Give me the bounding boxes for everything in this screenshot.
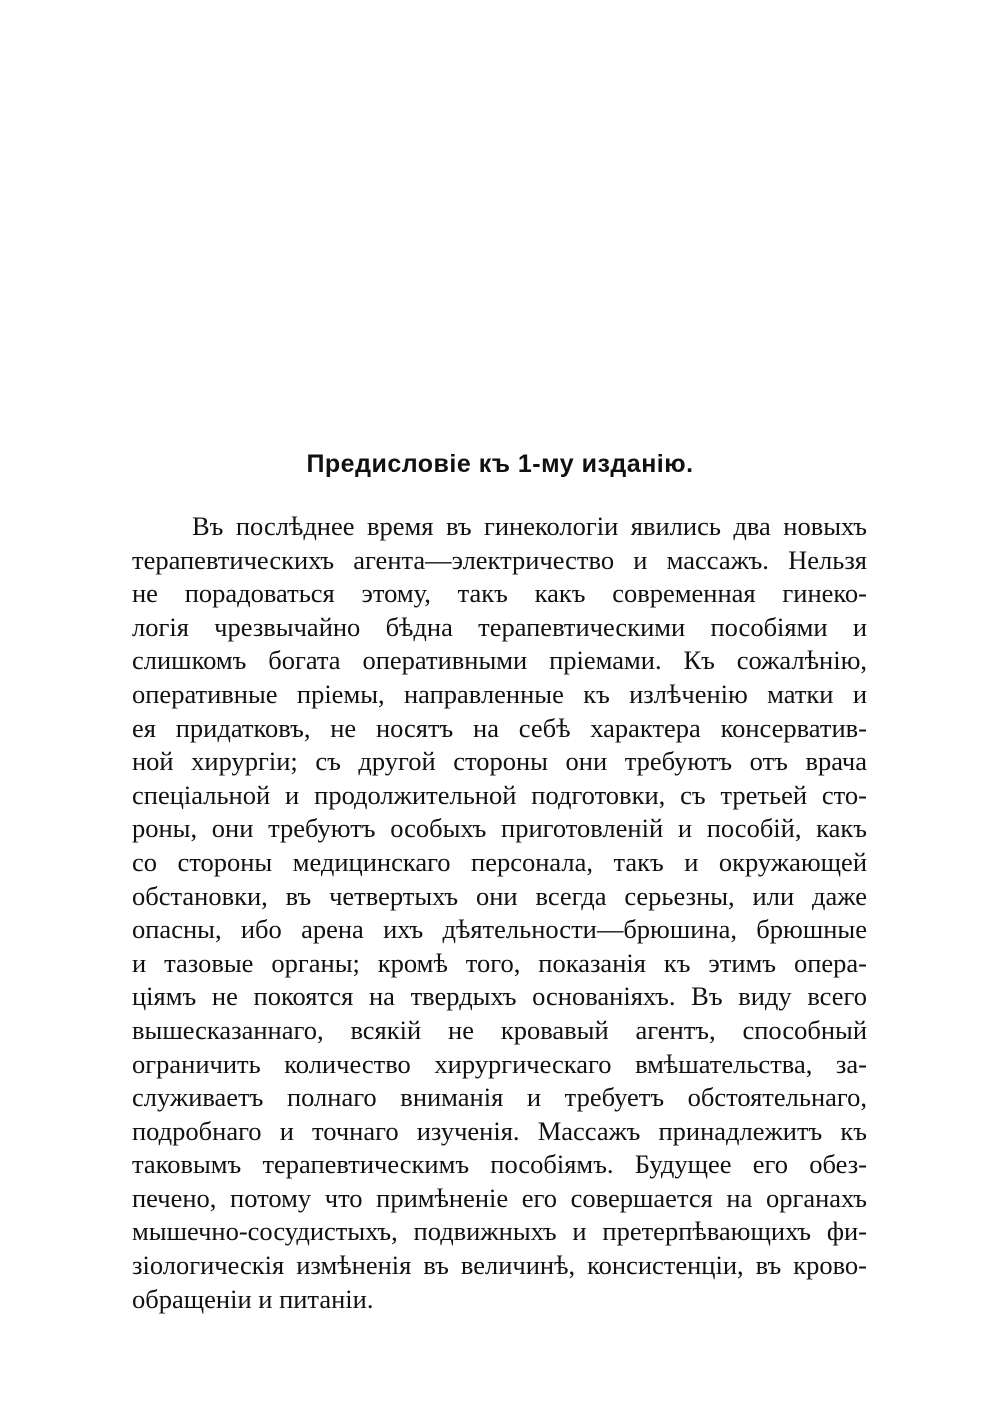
text-line: зіологическія измѣненія въ величинѣ, консистенціи, въ крово- xyxy=(132,1250,867,1281)
text-line: печено, потому что примѣненіе его совершается на органахъ xyxy=(132,1182,867,1213)
text-line: терапевтическихъ агента—электричество и массажъ. Нельзя xyxy=(132,544,867,575)
text-line: обращеніи и питаніи. xyxy=(132,1283,374,1314)
text-line: опасны, ибо арена ихъ дѣятельности—брюшина, брюшные xyxy=(132,914,867,945)
text-line: ограничить количество хирургическаго вмѣшательства, за- xyxy=(132,1048,867,1079)
text-line: не порадоваться этому, такъ какъ современная гинеко- xyxy=(132,578,867,609)
preface-paragraph xyxy=(132,510,867,1316)
text-line: подробнаго и точнаго изученія. Массажъ принадлежитъ къ xyxy=(132,1115,867,1146)
text-line: вышесказаннаго, всякій не кровавый агентъ, способный xyxy=(132,1014,867,1045)
text-line: ціямъ не покоятся на твердыхъ основаніяхъ. Въ виду всего xyxy=(132,981,867,1012)
text-line: обстановки, въ четвертыхъ они всегда серьезны, или даже xyxy=(132,880,867,911)
text-line: мышечно-сосудистыхъ, подвижныхъ и претерпѣвающихъ фи- xyxy=(132,1216,867,1247)
text-line: спеціальной и продолжительной подготовки, съ третьей сто- xyxy=(132,779,867,810)
text-line: оперативные пріемы, направленные къ излѣченію матки и xyxy=(132,678,867,709)
text-line: слишкомъ богата оперативными пріемами. Къ сожалѣнію, xyxy=(132,645,867,676)
text-line: служиваетъ полнаго вниманія и требуетъ обстоятельнаго, xyxy=(132,1082,867,1113)
text-line: ной хирургіи; съ другой стороны они требуютъ отъ врача xyxy=(132,746,867,777)
preface-heading: Предисловіе къ 1-му изданію. xyxy=(306,450,694,478)
text-line: таковымъ терапевтическимъ пособіямъ. Будущее его обез- xyxy=(132,1149,867,1180)
text-line: и тазовые органы; кромѣ того, показанія къ этимъ опера- xyxy=(132,947,867,978)
text-line: роны, они требуютъ особыхъ приготовленій и пособій, какъ xyxy=(132,813,867,844)
text-line: ея придатковъ, не носятъ на себѣ характера консерватив- xyxy=(132,712,867,743)
text-line: со стороны медицинскаго персонала, такъ и окружающей xyxy=(132,846,867,877)
text-line: Въ послѣднее время въ гинекологіи явились два новыхъ xyxy=(192,511,867,541)
text-line: логія чрезвычайно бѣдна терапевтическими пособіями и xyxy=(132,611,867,642)
